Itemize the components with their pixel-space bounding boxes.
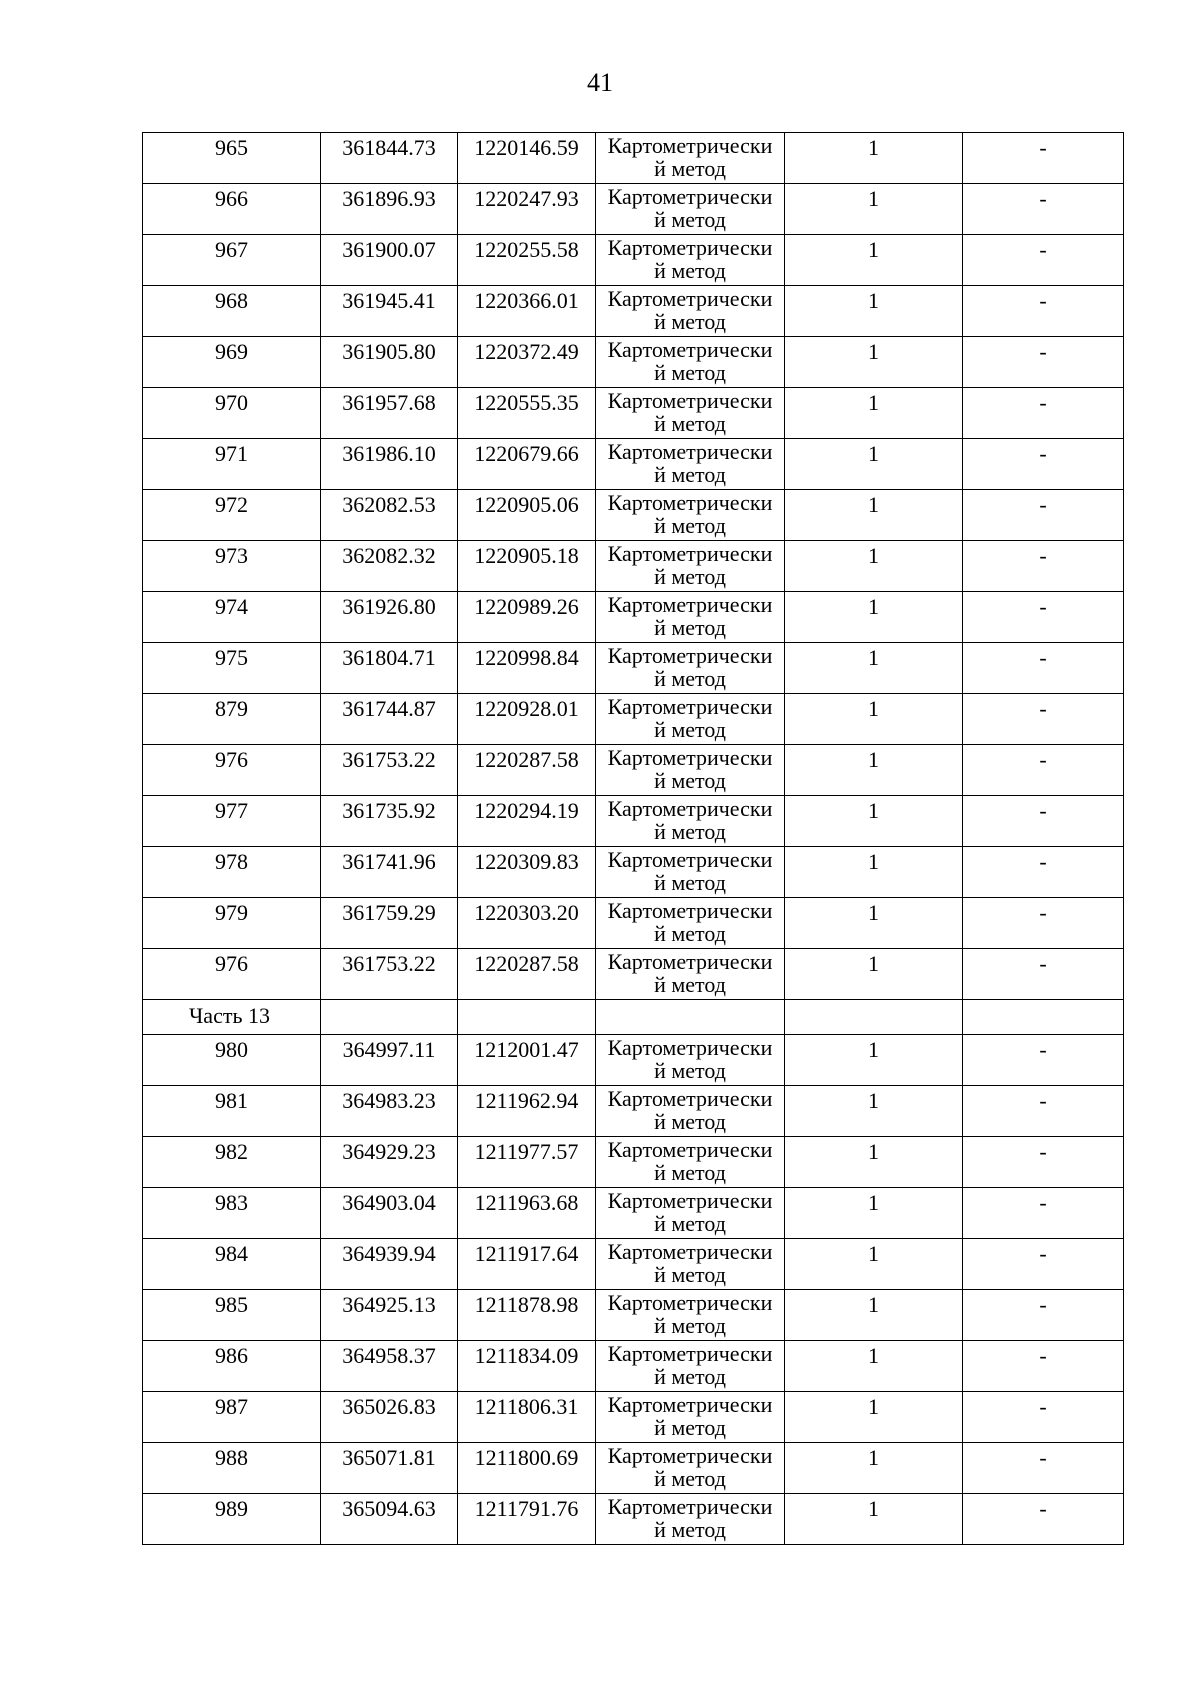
method-line-1: Картометрически [607,1290,773,1315]
point-number: 975 [143,643,321,694]
accuracy-value: 1 [785,1392,963,1443]
y-coordinate: 1211977.57 [458,1137,596,1188]
table-row [143,694,1124,745]
section-label: Часть 13 [143,1000,321,1035]
method-line-1: Картометрически [607,1443,773,1468]
empty-cell [458,1000,596,1035]
x-coordinate: 364983.23 [321,1086,458,1137]
table-row [143,1188,1124,1239]
method-line-2: й метод [654,1517,726,1542]
method-line-1: Картометрически [607,1035,773,1060]
method-line-2: й метод [654,360,726,385]
note-value: - [963,643,1124,694]
point-number: 879 [143,694,321,745]
x-coordinate: 361905.80 [321,337,458,388]
x-coordinate: 361844.73 [321,133,458,184]
point-number: 976 [143,745,321,796]
accuracy-value: 1 [785,898,963,949]
method-cell [596,388,785,439]
accuracy-value: 1 [785,592,963,643]
method-cell [596,745,785,796]
method-line-1: Картометрически [607,694,773,719]
method-cell [596,439,785,490]
method-line-2: й метод [654,768,726,793]
method-line-2: й метод [654,309,726,334]
point-number: 988 [143,1443,321,1494]
table-row [143,1341,1124,1392]
method-line-2: й метод [654,819,726,844]
point-number: 969 [143,337,321,388]
method-cell [596,337,785,388]
x-coordinate: 361753.22 [321,949,458,1000]
note-value: - [963,286,1124,337]
y-coordinate: 1211791.76 [458,1494,596,1545]
accuracy-value: 1 [785,490,963,541]
accuracy-value: 1 [785,1494,963,1545]
coordinates-table-body [143,133,1124,1545]
method-line-1: Картометрически [607,898,773,923]
table-row [143,1290,1124,1341]
point-number: 977 [143,796,321,847]
method-line-2: й метод [654,1364,726,1389]
x-coordinate: 365094.63 [321,1494,458,1545]
method-line-1: Картометрически [607,1137,773,1162]
point-number: 982 [143,1137,321,1188]
note-value: - [963,1137,1124,1188]
y-coordinate: 1220679.66 [458,439,596,490]
x-coordinate: 364903.04 [321,1188,458,1239]
table-row [143,796,1124,847]
method-cell [596,541,785,592]
point-number: 965 [143,133,321,184]
table-row [143,439,1124,490]
table-row [143,949,1124,1000]
table-row [143,133,1124,184]
note-value: - [963,133,1124,184]
method-line-2: й метод [654,1211,726,1236]
method-line-1: Картометрически [607,235,773,260]
table-row [143,643,1124,694]
table-row [143,388,1124,439]
accuracy-value: 1 [785,796,963,847]
table-row [143,1239,1124,1290]
method-line-2: й метод [654,156,726,181]
table-row [143,592,1124,643]
method-line-2: й метод [654,1160,726,1185]
method-line-2: й метод [654,921,726,946]
method-cell [596,235,785,286]
method-cell [596,1341,785,1392]
page-number: 41 [587,68,613,97]
x-coordinate: 361744.87 [321,694,458,745]
point-number: 979 [143,898,321,949]
x-coordinate: 361753.22 [321,745,458,796]
method-line-2: й метод [654,258,726,283]
y-coordinate: 1220989.26 [458,592,596,643]
method-line-1: Картометрически [607,1086,773,1111]
point-number: 976 [143,949,321,1000]
x-coordinate: 364997.11 [321,1035,458,1086]
method-line-1: Картометрически [607,337,773,362]
point-number: 968 [143,286,321,337]
method-line-1: Картометрически [607,1494,773,1519]
y-coordinate: 1212001.47 [458,1035,596,1086]
y-coordinate: 1220905.06 [458,490,596,541]
method-line-1: Картометрически [607,541,773,566]
point-number: 974 [143,592,321,643]
accuracy-value: 1 [785,1443,963,1494]
y-coordinate: 1220555.35 [458,388,596,439]
note-value: - [963,235,1124,286]
x-coordinate: 361896.93 [321,184,458,235]
method-line-2: й метод [654,1262,726,1287]
accuracy-value: 1 [785,235,963,286]
note-value: - [963,1188,1124,1239]
method-cell [596,898,785,949]
y-coordinate: 1220247.93 [458,184,596,235]
note-value: - [963,1035,1124,1086]
y-coordinate: 1220928.01 [458,694,596,745]
y-coordinate: 1220287.58 [458,745,596,796]
method-cell [596,1392,785,1443]
note-value: - [963,745,1124,796]
method-cell [596,286,785,337]
accuracy-value: 1 [785,1137,963,1188]
method-cell [596,847,785,898]
method-cell [596,1188,785,1239]
note-value: - [963,388,1124,439]
table-row [143,337,1124,388]
method-line-2: й метод [654,1313,726,1338]
empty-cell [321,1000,458,1035]
method-line-2: й метод [654,1109,726,1134]
point-number: 972 [143,490,321,541]
method-line-2: й метод [654,870,726,895]
accuracy-value: 1 [785,541,963,592]
method-line-2: й метод [654,411,726,436]
note-value: - [963,1494,1124,1545]
y-coordinate: 1211834.09 [458,1341,596,1392]
method-line-1: Картометрически [607,1239,773,1264]
accuracy-value: 1 [785,1188,963,1239]
table-row [143,847,1124,898]
point-number: 984 [143,1239,321,1290]
x-coordinate: 361900.07 [321,235,458,286]
note-value: - [963,1290,1124,1341]
point-number: 986 [143,1341,321,1392]
y-coordinate: 1211800.69 [458,1443,596,1494]
method-line-2: й метод [654,462,726,487]
section-row [143,1000,1124,1035]
note-value: - [963,541,1124,592]
accuracy-value: 1 [785,1086,963,1137]
y-coordinate: 1220294.19 [458,796,596,847]
x-coordinate: 362082.32 [321,541,458,592]
method-line-1: Картометрически [607,490,773,515]
x-coordinate: 361926.80 [321,592,458,643]
point-number: 985 [143,1290,321,1341]
method-cell [596,133,785,184]
y-coordinate: 1220287.58 [458,949,596,1000]
y-coordinate: 1220905.18 [458,541,596,592]
x-coordinate: 361804.71 [321,643,458,694]
accuracy-value: 1 [785,286,963,337]
method-line-1: Картометрически [607,439,773,464]
method-cell [596,1443,785,1494]
accuracy-value: 1 [785,1341,963,1392]
x-coordinate: 364929.23 [321,1137,458,1188]
method-cell [596,1290,785,1341]
note-value: - [963,1341,1124,1392]
accuracy-value: 1 [785,1290,963,1341]
method-line-2: й метод [654,564,726,589]
empty-cell [596,1000,785,1035]
table-row [143,541,1124,592]
x-coordinate: 362082.53 [321,490,458,541]
method-line-1: Картометрически [607,643,773,668]
method-line-2: й метод [654,615,726,640]
point-number: 970 [143,388,321,439]
point-number: 983 [143,1188,321,1239]
x-coordinate: 361957.68 [321,388,458,439]
y-coordinate: 1220366.01 [458,286,596,337]
empty-cell [963,1000,1124,1035]
method-cell [596,1035,785,1086]
y-coordinate: 1211917.64 [458,1239,596,1290]
method-line-1: Картометрически [607,133,773,158]
y-coordinate: 1211806.31 [458,1392,596,1443]
method-cell [596,592,785,643]
point-number: 971 [143,439,321,490]
table-row [143,490,1124,541]
method-line-2: й метод [654,1058,726,1083]
method-cell [596,1086,785,1137]
table-row [143,898,1124,949]
method-line-2: й метод [654,1466,726,1491]
method-line-1: Картометрически [607,184,773,209]
method-line-2: й метод [654,513,726,538]
note-value: - [963,1443,1124,1494]
point-number: 966 [143,184,321,235]
table-row [143,1392,1124,1443]
x-coordinate: 361759.29 [321,898,458,949]
method-cell [596,1137,785,1188]
table-row [143,1137,1124,1188]
table-row [143,745,1124,796]
note-value: - [963,490,1124,541]
table-row [143,184,1124,235]
method-cell [596,184,785,235]
y-coordinate: 1220255.58 [458,235,596,286]
x-coordinate: 361986.10 [321,439,458,490]
method-line-1: Картометрически [607,286,773,311]
y-coordinate: 1220372.49 [458,337,596,388]
method-line-1: Картометрически [607,1341,773,1366]
y-coordinate: 1220303.20 [458,898,596,949]
method-cell [596,1494,785,1545]
method-line-2: й метод [654,1415,726,1440]
point-number: 980 [143,1035,321,1086]
y-coordinate: 1211962.94 [458,1086,596,1137]
method-cell [596,796,785,847]
x-coordinate: 365026.83 [321,1392,458,1443]
accuracy-value: 1 [785,337,963,388]
method-line-1: Картометрически [607,592,773,617]
table-row [143,286,1124,337]
note-value: - [963,1239,1124,1290]
point-number: 987 [143,1392,321,1443]
note-value: - [963,592,1124,643]
accuracy-value: 1 [785,184,963,235]
accuracy-value: 1 [785,1239,963,1290]
y-coordinate: 1220146.59 [458,133,596,184]
x-coordinate: 361945.41 [321,286,458,337]
x-coordinate: 364958.37 [321,1341,458,1392]
accuracy-value: 1 [785,439,963,490]
note-value: - [963,1086,1124,1137]
x-coordinate: 364925.13 [321,1290,458,1341]
x-coordinate: 365071.81 [321,1443,458,1494]
point-number: 989 [143,1494,321,1545]
table-row [143,1494,1124,1545]
note-value: - [963,184,1124,235]
y-coordinate: 1220998.84 [458,643,596,694]
table-row [143,1035,1124,1086]
note-value: - [963,898,1124,949]
method-line-2: й метод [654,717,726,742]
accuracy-value: 1 [785,1035,963,1086]
point-number: 978 [143,847,321,898]
y-coordinate: 1211963.68 [458,1188,596,1239]
method-cell [596,490,785,541]
note-value: - [963,1392,1124,1443]
accuracy-value: 1 [785,133,963,184]
accuracy-value: 1 [785,694,963,745]
y-coordinate: 1220309.83 [458,847,596,898]
table-row [143,1443,1124,1494]
accuracy-value: 1 [785,745,963,796]
method-line-1: Картометрически [607,796,773,821]
method-line-1: Картометрически [607,1188,773,1213]
note-value: - [963,337,1124,388]
x-coordinate: 361741.96 [321,847,458,898]
method-line-1: Картометрически [607,745,773,770]
x-coordinate: 364939.94 [321,1239,458,1290]
method-cell [596,1239,785,1290]
method-line-1: Картометрически [607,1392,773,1417]
y-coordinate: 1211878.98 [458,1290,596,1341]
point-number: 981 [143,1086,321,1137]
note-value: - [963,694,1124,745]
empty-cell [785,1000,963,1035]
method-line-2: й метод [654,666,726,691]
point-number: 973 [143,541,321,592]
method-line-1: Картометрически [607,949,773,974]
x-coordinate: 361735.92 [321,796,458,847]
note-value: - [963,796,1124,847]
method-line-2: й метод [654,972,726,997]
coordinates-table [142,132,1124,1545]
accuracy-value: 1 [785,949,963,1000]
note-value: - [963,949,1124,1000]
method-cell [596,643,785,694]
method-line-1: Картометрически [607,847,773,872]
note-value: - [963,847,1124,898]
note-value: - [963,439,1124,490]
point-number: 967 [143,235,321,286]
method-cell [596,694,785,745]
table-row [143,235,1124,286]
accuracy-value: 1 [785,847,963,898]
method-cell [596,949,785,1000]
accuracy-value: 1 [785,388,963,439]
accuracy-value: 1 [785,643,963,694]
method-line-2: й метод [654,207,726,232]
table-row [143,1086,1124,1137]
method-line-1: Картометрически [607,388,773,413]
